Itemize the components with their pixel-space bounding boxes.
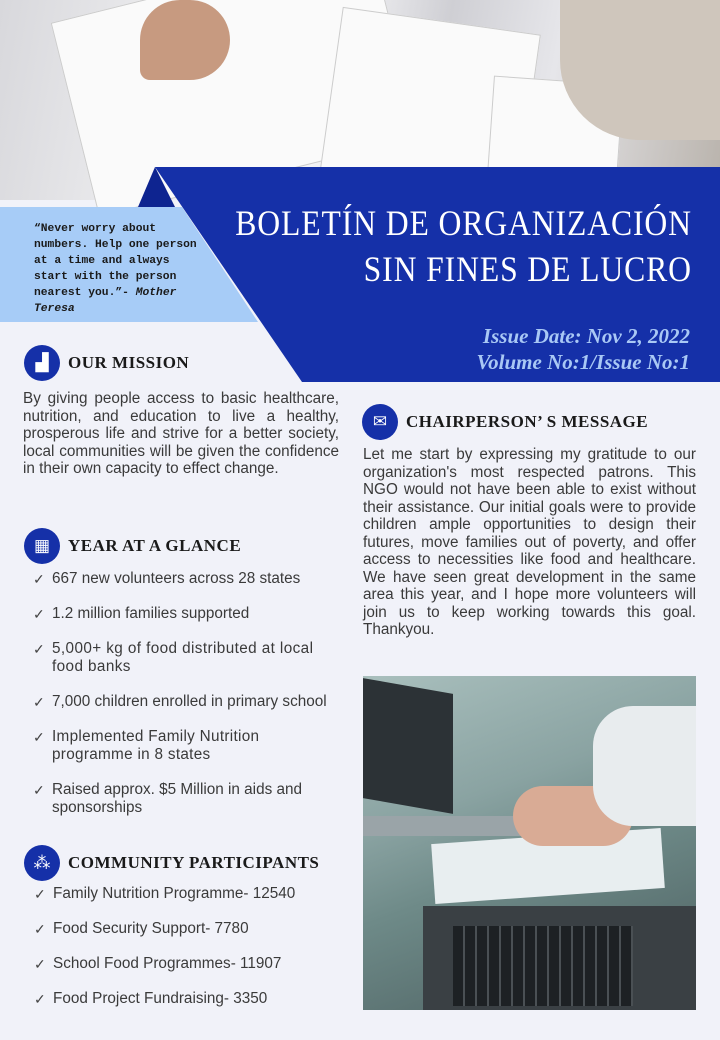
- list-item: ✓ Family Nutrition Programme- 12540: [25, 885, 341, 903]
- list-item: ✓ Raised approx. $5 Million in aids and sponsorships: [24, 781, 340, 817]
- list-item: ✓ 7,000 children enrolled in primary school: [24, 693, 340, 711]
- message-icon: ✉: [362, 404, 398, 440]
- chair-message-text: Let me start by expressing my gratitude to our organization's most respected patrons. This NGO would not have been able to exist without their assistance. Our initial goals were to provide children ample opportunities to design their futures, move families out of poverty, and offer access to necessities like food and healthcare. We have seen great development in the same area this year, and I hope more volunteers will join us to keep working towards this goal. Thankyou.: [363, 446, 696, 638]
- people-network-icon: ⁂: [24, 845, 60, 881]
- community-header: [24, 845, 319, 881]
- community-title: COMMUNITY PARTICIPANTS: [68, 853, 320, 872]
- list-item: ✓ 667 new volunteers across 28 states: [24, 570, 340, 588]
- chair-title: CHAIRPERSON’ S MESSAGE: [406, 412, 649, 431]
- glance-list: [24, 570, 340, 817]
- quote-text: “Never worry about numbers. Help one person at a time and always start with the person nearest you.”- Mother Teresa: [34, 223, 197, 315]
- issue-info: [476, 323, 690, 375]
- list-item: ✓ Food Security Support- 7780: [25, 920, 341, 938]
- list-item: ✓ 1.2 million families supported: [24, 605, 340, 623]
- growth-stairs-icon: ▟: [24, 345, 60, 381]
- issue-date: Issue Date: Nov 2, 2022: [482, 324, 690, 348]
- list-item: ✓ School Food Programmes- 11907: [25, 955, 341, 973]
- volume-number: Volume No:1/Issue No:1: [476, 350, 690, 374]
- glance-header: [24, 528, 241, 564]
- list-item: ✓ Implemented Family Nutrition programme in 8 states: [24, 728, 340, 764]
- mission-text: By giving people access to basic healthcare, nutrition, and education to live a healthy, prosperous life and strive for a better society, local communities will be given the confidence in their own capacity to effect change.: [23, 390, 339, 477]
- list-item: ✓ 5,000+ kg of food distributed at local food banks: [24, 640, 340, 676]
- list-item: ✓ Food Project Fundraising- 3350: [25, 990, 341, 1008]
- chair-header: [362, 404, 648, 440]
- meeting-photo-laptops: [363, 676, 696, 1010]
- newsletter-title: BOLETÍN DE ORGANIZACIÓN SIN FINES DE LUCRO: [235, 203, 692, 289]
- calendar-icon: ▦: [24, 528, 60, 564]
- mission-header: [24, 345, 189, 381]
- mission-title: OUR MISSION: [68, 353, 190, 372]
- glance-title: YEAR AT A GLANCE: [68, 536, 242, 555]
- community-list: [25, 885, 341, 1008]
